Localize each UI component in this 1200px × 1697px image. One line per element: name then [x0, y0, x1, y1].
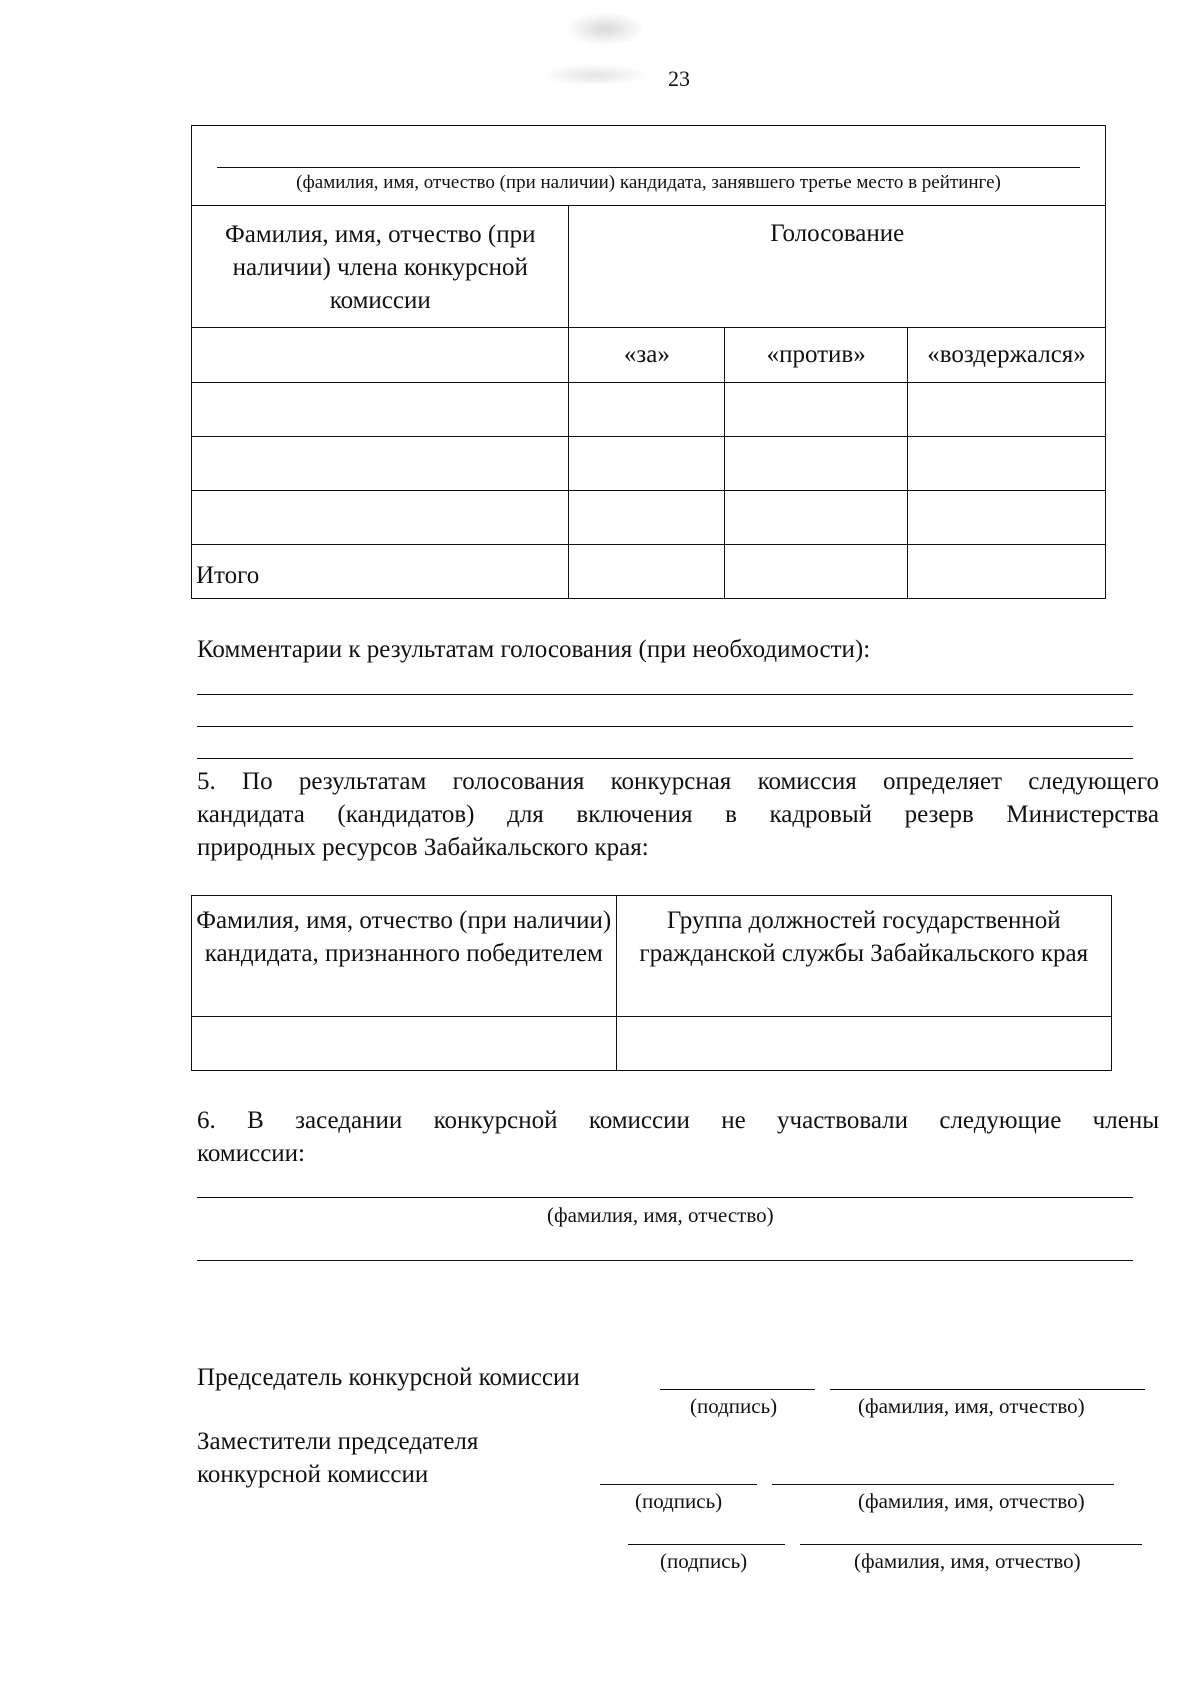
signature-line	[628, 1544, 785, 1545]
comment-line	[197, 758, 1133, 759]
choice-abstain-header: «воздержался»	[908, 328, 1106, 383]
section6-line: комиссии:	[197, 1140, 305, 1167]
choice-for-header: «за»	[569, 328, 725, 383]
table-cell	[725, 545, 908, 599]
total-label: Итого	[192, 545, 569, 599]
table-cell	[725, 383, 908, 437]
fio-caption: (фамилия, имя, отчество)	[854, 1549, 1081, 1573]
winner-name-header: Фамилия, имя, отчество (при наличии) кандидата, признанного победителем	[192, 896, 617, 1017]
signature-caption: (подпись)	[635, 1489, 723, 1513]
table-cell	[569, 383, 725, 437]
table-row	[192, 437, 1106, 491]
stamp-smudge	[565, 12, 645, 46]
voting-table	[191, 125, 1106, 599]
section5-line: природных ресурсов Забайкальского края:	[197, 834, 649, 861]
signature-line	[660, 1389, 815, 1390]
name-line	[800, 1544, 1142, 1545]
chairman-label: Председатель конкурсной комиссии	[197, 1364, 580, 1391]
table-cell	[569, 437, 725, 491]
signature-caption: (подпись)	[660, 1549, 748, 1573]
candidate-caption: (фамилия, имя, отчество (при наличии) кандидата, занявшего третье место в рейтинге)	[296, 172, 1001, 193]
choice-against-header: «против»	[725, 328, 908, 383]
table-cell	[192, 383, 569, 437]
fio-caption: (фамилия, имя, отчество)	[547, 1203, 774, 1227]
table-row	[192, 383, 1106, 437]
table-cell	[908, 383, 1106, 437]
comments-label: Комментарии к результатам голосования (при необходимости):	[197, 636, 871, 663]
position-group-header: Группа должностей государственной гражданской службы Забайкальского края	[616, 896, 1111, 1017]
section5-line: кандидата (кандидатов) для включения в кадровый резерв Министерства	[197, 801, 1159, 828]
comment-line	[197, 726, 1133, 727]
absent-member-line	[197, 1260, 1133, 1261]
voting-column-header: Голосование	[569, 206, 1106, 328]
section5-line: 5. По результатам голосования конкурсная комиссия определяет следующего	[197, 768, 1159, 795]
table-cell	[192, 1017, 617, 1071]
table-row	[192, 1017, 1112, 1071]
signature-caption: (подпись)	[690, 1394, 778, 1418]
section6-line: 6. В заседании конкурсной комиссии не участвовали следующие члены	[197, 1107, 1159, 1134]
table-cell	[725, 437, 908, 491]
stamp-smudge	[540, 64, 650, 86]
member-column-header: Фамилия, имя, отчество (при наличии) члена конкурсной комиссии	[192, 206, 569, 328]
fio-caption: (фамилия, имя, отчество)	[858, 1394, 1085, 1418]
table-cell	[192, 437, 569, 491]
absent-member-line	[197, 1197, 1133, 1198]
deputies-label: конкурсной комиссии	[197, 1461, 429, 1488]
table-cell	[725, 491, 908, 545]
table-cell	[569, 491, 725, 545]
table-cell	[908, 437, 1106, 491]
deputies-label: Заместители председателя	[197, 1428, 479, 1455]
signature-line	[600, 1484, 757, 1485]
table-cell	[192, 491, 569, 545]
page-number: 23	[668, 66, 690, 91]
fio-caption: (фамилия, имя, отчество)	[858, 1489, 1085, 1513]
table-cell	[192, 328, 569, 383]
table-cell	[569, 545, 725, 599]
name-line	[772, 1484, 1114, 1485]
winner-table	[191, 895, 1112, 1071]
table-row	[192, 491, 1106, 545]
table-cell	[908, 545, 1106, 599]
candidate-name-line	[217, 167, 1080, 168]
candidate-cell	[192, 126, 1106, 206]
table-cell	[616, 1017, 1111, 1071]
table-cell	[908, 491, 1106, 545]
total-row	[192, 545, 1106, 599]
comment-line	[197, 694, 1133, 695]
name-line	[830, 1389, 1145, 1390]
